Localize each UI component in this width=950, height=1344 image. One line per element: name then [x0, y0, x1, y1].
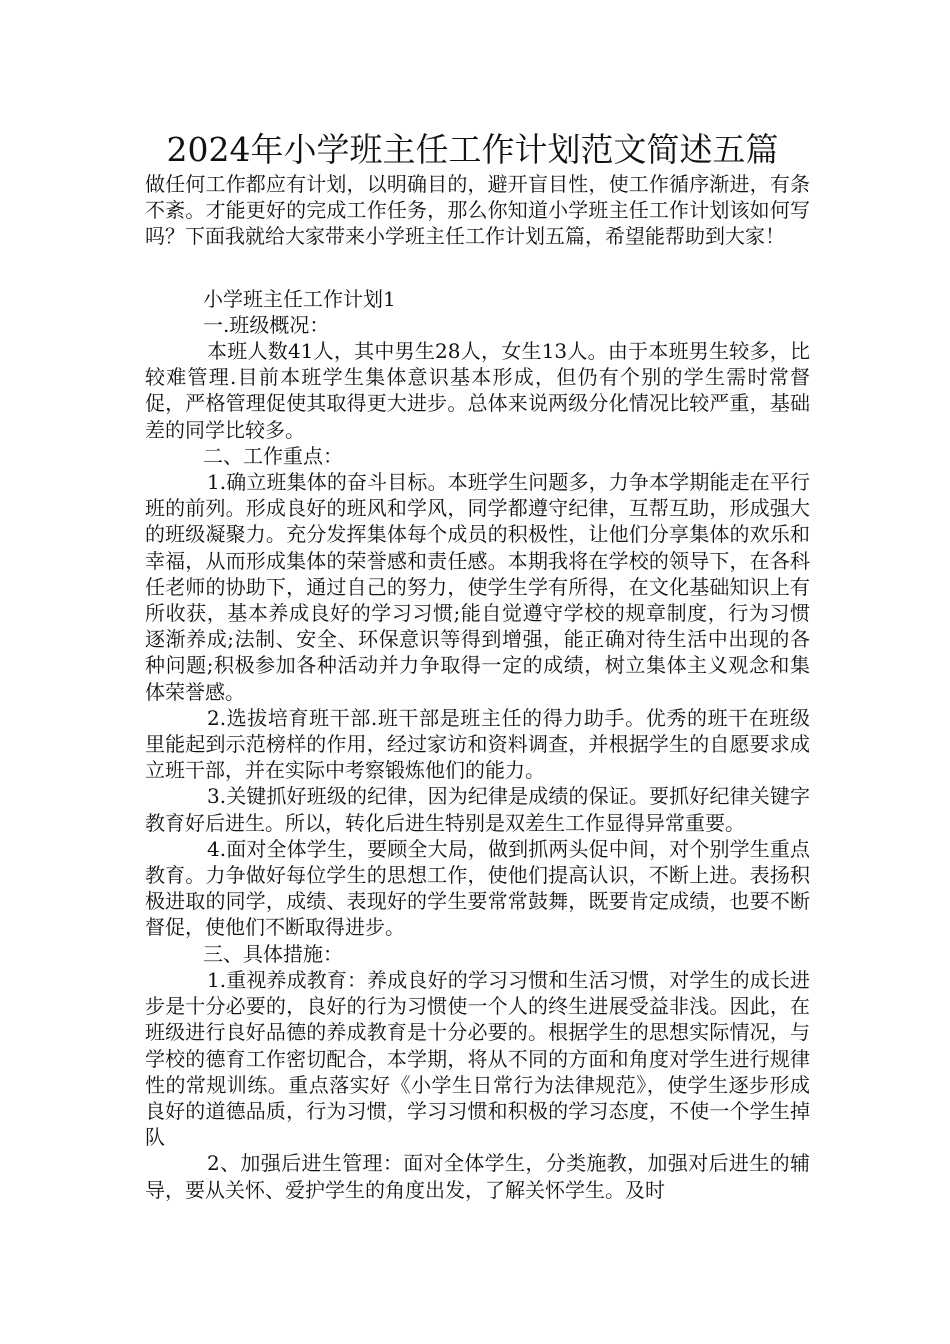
heading-focus: 二、工作重点：: [203, 443, 343, 468]
document-title: 2024年小学班主任工作计划范文简述五篇: [166, 130, 779, 169]
heading-overview: 一.班级概况：: [203, 312, 330, 337]
intro-paragraph: 做任何工作都应有计划，以明确目的，避开盲目性，使工作循序渐进，有条不紊。才能更好的完成工作任务，那么你知道小学班主任工作计划该如何写吗？下面我就给大家带来小学班主任工作计划五篇，希望能帮助到大家！: [145, 172, 810, 249]
heading-measures: 三、具体措施：: [203, 941, 343, 966]
measure-item-2: 2、加强后进生管理：面对全体学生，分类施教，加强对后进生的辅导，要从关怀、爱护学生的角度出发，了解关怀学生。及时: [145, 1151, 810, 1202]
focus-item-2: 2.选拔培育班干部.班干部是班主任的得力助手。优秀的班干在班级里能起到示范榜样的作用，经过家访和资料调查，并根据学生的自愿要求成立班干部，并在实际中考察锻炼他们的能力。: [145, 705, 810, 783]
document-page: [145, 128, 810, 1203]
section-title: 小学班主任工作计划1: [203, 286, 396, 311]
focus-item-3: 3.关键抓好班级的纪律，因为纪律是成绩的保证。要抓好纪律关键字教育好后进生。所以，转化后进生特别是双差生工作显得异常重要。: [145, 784, 810, 835]
focus-item-1: 1.确立班集体的奋斗目标。本班学生问题多，力争本学期能走在平行班的前列。形成良好的班风和学风，同学都遵守纪律，互帮互助，形成强大的班级凝聚力。充分发挥集体每个成员的积极性，让他们分享集体的欢乐和幸福，从而形成集体的荣誉感和责任感。本期我将在学校的领导下，在各科任老师的协助下，通过自己的努力，使学生学有所得，在文化基础知识上有所收获，基本养成良好的学习习惯;能自觉遵守学校的规章制度，行为习惯逐渐养成;法制、安全、环保意识等得到增强，能正确对待生活中出现的各种问题;积极参加各种活动并力争取得一定的成绩，树立集体主义观念和集体荣誉感。: [145, 470, 810, 704]
measure-item-1: 1.重视养成教育：养成良好的学习习惯和生活习惯，对学生的成长进步是十分必要的，良好的行为习惯使一个人的终生进展受益非浅。因此，在班级进行良好品德的养成教育是十分必要的。根据学生的思想实际情况，与学校的德育工作密切配合，本学期，将从不同的方面和角度对学生进行规律性的常规训练。重点落实好《小学生日常行为法律规范》，使学生逐步形成良好的道德品质，行为习惯，学习习惯和积极的学习态度，不使一个学生掉队: [145, 967, 810, 1150]
focus-item-4: 4.面对全体学生，要顾全大局，做到抓两头促中间，对个别学生重点教育。力争做好每位学生的思想工作，使他们提高认识，不断上进。表扬积极进取的同学，成绩、表现好的学生要常常鼓舞，既要肯定成绩，也要不断督促，使他们不断取得进步。: [145, 836, 810, 940]
overview-paragraph: 本班人数41人，其中男生28人，女生13人。由于本班男生较多，比较难管理.目前本班学生集体意识基本形成，但仍有个别的学生需时常督促，严格管理促使其取得更大进步。总体来说两级分化情况比较严重，基础差的同学比较多。: [145, 339, 810, 442]
blank-line: [145, 250, 810, 286]
